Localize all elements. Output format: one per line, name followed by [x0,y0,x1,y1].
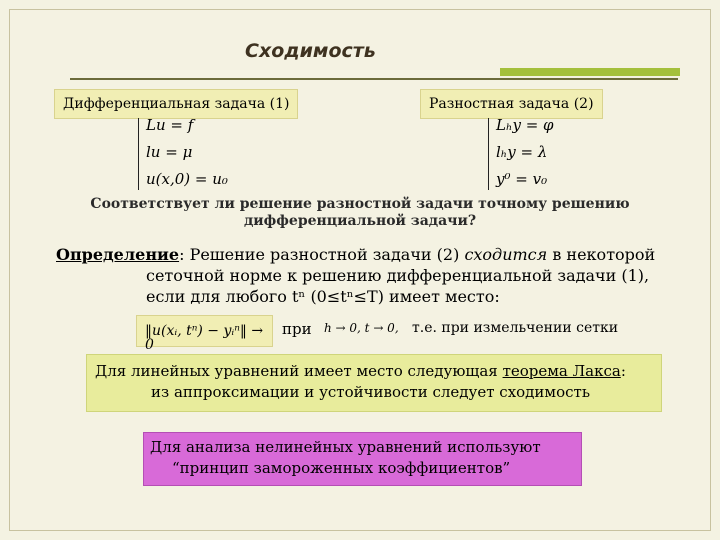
definition-line-1-tail: в некоторой [552,245,656,264]
lax-theorem-box [86,354,662,412]
nonlinear-line-2: “принцип замороженных коэффициентов” [172,459,511,477]
differential-problem-label: Дифференциальная задача (1) [54,89,298,119]
title-accent-bar [500,68,680,76]
diff-scheme-equation-3: y⁰ = v₀ [496,170,548,188]
question-line-2: дифференциальной задачи? [243,213,477,229]
right-system-brace [488,118,489,190]
convergence-formula: ‖u(xᵢ, tⁿ) − yᵢⁿ‖ → 0 [145,323,264,353]
slide-title: Сходимость [245,40,376,62]
title-underline [70,78,678,80]
formula-limit: h → 0, t → 0, [324,321,399,335]
lax-theorem-link: теорема Лакса [502,362,621,380]
nonlinear-box [143,432,582,486]
definition-line-1 [56,244,655,265]
definition-block [56,244,655,307]
lax-line-2: из аппроксимации и устойчивости следует сходимость [151,383,590,401]
diff-equation-1: Lu = f [146,116,194,134]
diff-equation-2: lu = μ [146,143,193,161]
question-line-1: Соответствует ли решение разностной задачи точному решению [90,196,630,212]
diff-scheme-equation-2: lₕy = λ [496,143,548,161]
nonlinear-line-1: Для анализа нелинейных уравнений используют [150,438,541,456]
diff-equation-3: u(x,0) = u₀ [146,170,228,188]
diff-scheme-equation-1: Lₕy = φ [496,116,554,134]
formula-when: при [282,320,312,338]
definition-colon: : [179,245,185,264]
difference-problem-label: Разностная задача (2) [420,89,603,119]
definition-line-2: сеточной норме к решению дифференциальной задачи (1), [146,266,650,285]
definition-line-3: если для любого tⁿ (0≤tⁿ≤T) имеет место: [146,287,500,306]
convergence-formula-box [136,315,273,353]
definition-line-1-text: Решение разностной задачи (2) [189,245,460,264]
lax-line-1-text: Для линейных уравнений имеет место следующая [95,362,498,380]
lax-colon: : [620,362,626,380]
formula-tail: т.е. при измельчении сетки [412,320,619,336]
definition-converges: сходится [464,245,548,264]
convergence-question [60,196,660,230]
definition-term: Определение [56,245,180,264]
left-system-brace [138,118,139,190]
lax-line-1 [87,355,661,382]
